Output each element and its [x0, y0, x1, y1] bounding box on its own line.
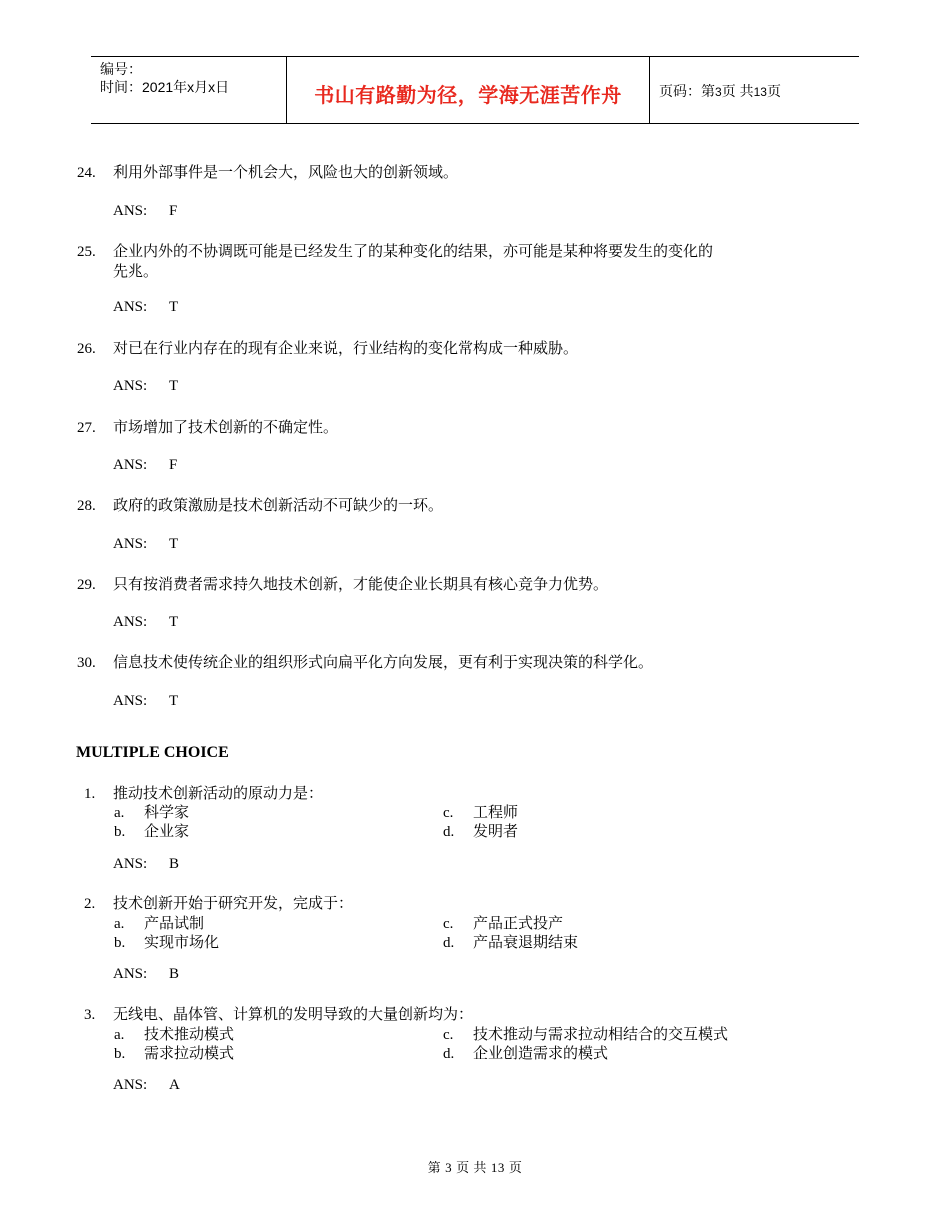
tf-answer-27 — [113, 457, 177, 474]
header-motto-cell — [287, 57, 650, 123]
option-letter: b. — [114, 1046, 126, 1062]
answer-label: ANS: — [113, 299, 148, 315]
answer-value: T — [169, 378, 179, 394]
mc-1-option-d — [443, 822, 518, 842]
mc-3-option-a — [114, 1025, 234, 1045]
answer-value: B — [169, 856, 180, 872]
mc-3-option-d — [443, 1044, 608, 1064]
question-text: 政府的政策激励是技术创新活动不可缺少的一环。 — [113, 498, 444, 514]
question-number: 28. — [77, 498, 96, 514]
answer-value: A — [169, 1077, 180, 1093]
mc-question-1 — [84, 784, 323, 804]
tf-question-25 — [77, 242, 714, 280]
answer-value: T — [169, 693, 179, 709]
footer-current-page: 3 — [445, 1160, 453, 1175]
option-text: 企业家 — [144, 824, 190, 840]
question-number: 27. — [77, 420, 96, 436]
document-time-label: 时间：2021年x月x日 — [100, 79, 230, 95]
question-number: 24. — [77, 165, 96, 181]
header-meta-cell — [91, 57, 287, 123]
mc-1-option-b — [114, 822, 189, 842]
option-letter: c. — [443, 805, 454, 821]
header-page-prefix: 页码：第 — [659, 83, 715, 99]
header-page-cell — [650, 57, 859, 123]
answer-value: T — [169, 299, 179, 315]
option-text: 企业创造需求的模式 — [473, 1046, 609, 1062]
option-text: 工程师 — [473, 805, 519, 821]
option-letter: c. — [443, 1027, 454, 1043]
question-number: 1. — [84, 786, 96, 802]
option-letter: a. — [114, 1027, 125, 1043]
answer-label: ANS: — [113, 614, 148, 630]
tf-answer-24 — [113, 203, 177, 220]
mc-3-option-c — [443, 1025, 728, 1045]
answer-value: B — [169, 966, 180, 982]
mc-2-option-b — [114, 933, 219, 953]
answer-value: F — [169, 457, 178, 473]
header-page-suffix: 页 — [766, 83, 781, 99]
option-letter: a. — [114, 916, 125, 932]
tf-question-24 — [77, 163, 459, 183]
option-text: 产品衰退期结束 — [473, 935, 579, 951]
option-letter: b. — [114, 824, 126, 840]
question-text: 企业内外的不协调既可能是已经发生了的某种变化的结果，亦可能是某种将要发生的变化的先兆。 — [113, 244, 714, 280]
mc-2-option-a — [114, 914, 204, 934]
option-letter: d. — [443, 1046, 455, 1062]
tf-question-29 — [77, 575, 609, 595]
question-text: 技术创新开始于研究开发，完成于： — [113, 896, 354, 912]
mc-question-3 — [84, 1005, 473, 1025]
footer-suffix: 页 — [508, 1160, 523, 1175]
header-page-info — [659, 81, 781, 101]
answer-label: ANS: — [113, 856, 148, 872]
question-text: 市场增加了技术创新的不确定性。 — [113, 420, 339, 436]
mc-answer-3 — [113, 1077, 180, 1094]
mc-1-option-a — [114, 803, 189, 823]
question-text: 只有按消费者需求持久地技术创新，才能使企业长期具有核心竞争力优势。 — [113, 577, 609, 593]
mc-1-option-c — [443, 803, 518, 823]
option-text: 需求拉动模式 — [144, 1046, 235, 1062]
question-text: 推动技术创新活动的原动力是： — [113, 786, 324, 802]
tf-question-27 — [77, 418, 339, 438]
header-page-total: 13 — [753, 85, 767, 99]
question-text: 信息技术使传统企业的组织形式向扁平化方向发展，更有利于实现决策的科学化。 — [113, 655, 654, 671]
tf-question-30 — [77, 653, 654, 673]
option-text: 技术推动模式 — [144, 1027, 235, 1043]
header-page-current: 3 — [715, 85, 722, 99]
document-number-label: 编号： — [100, 61, 142, 77]
question-text: 利用外部事件是一个机会大，风险也大的创新领域。 — [113, 165, 459, 181]
question-number: 30. — [77, 655, 96, 671]
page-footer — [0, 1157, 950, 1176]
question-number: 29. — [77, 577, 96, 593]
option-text: 科学家 — [144, 805, 190, 821]
question-text: 对已在行业内存在的现有企业来说，行业结构的变化常构成一种威胁。 — [113, 341, 579, 357]
option-letter: a. — [114, 805, 125, 821]
option-letter: d. — [443, 824, 455, 840]
option-letter: b. — [114, 935, 126, 951]
option-text: 产品试制 — [144, 916, 205, 932]
tf-answer-30 — [113, 693, 178, 710]
question-number: 3. — [84, 1007, 96, 1023]
tf-answer-25 — [113, 299, 178, 316]
option-text: 实现市场化 — [144, 935, 220, 951]
answer-value: T — [169, 614, 179, 630]
question-number: 2. — [84, 896, 96, 912]
answer-label: ANS: — [113, 966, 148, 982]
option-text: 产品正式投产 — [473, 916, 564, 932]
question-number: 26. — [77, 341, 96, 357]
tf-answer-29 — [113, 614, 178, 631]
answer-label: ANS: — [113, 203, 148, 219]
answer-value: T — [169, 536, 179, 552]
answer-value: F — [169, 203, 178, 219]
footer-total-pages: 13 — [490, 1160, 505, 1175]
option-letter: c. — [443, 916, 454, 932]
tf-question-26 — [77, 339, 579, 359]
option-text: 技术推动与需求拉动相结合的交互模式 — [473, 1027, 729, 1043]
mc-2-option-d — [443, 933, 578, 953]
tf-answer-26 — [113, 378, 178, 395]
question-text: 无线电、晶体管、计算机的发明导致的大量创新均为： — [113, 1007, 474, 1023]
answer-label: ANS: — [113, 536, 148, 552]
mc-answer-1 — [113, 856, 179, 873]
footer-mid: 页 共 — [456, 1160, 487, 1175]
tf-answer-28 — [113, 536, 178, 553]
mc-question-2 — [84, 894, 353, 914]
option-text: 发明者 — [473, 824, 519, 840]
answer-label: ANS: — [113, 693, 148, 709]
section-title-multiple-choice: MULTIPLE CHOICE — [76, 744, 229, 761]
answer-label: ANS: — [113, 1077, 148, 1093]
page-header — [91, 56, 859, 124]
tf-question-28 — [77, 496, 444, 516]
footer-prefix: 第 — [427, 1160, 442, 1175]
mc-3-option-b — [114, 1044, 234, 1064]
question-number: 25. — [77, 244, 96, 260]
header-page-mid: 页 共 — [721, 83, 754, 99]
header-motto: 书山有路勤为径，学海无涯苦作舟 — [314, 85, 622, 107]
mc-2-option-c — [443, 914, 563, 934]
mc-answer-2 — [113, 966, 179, 983]
answer-label: ANS: — [113, 457, 148, 473]
option-letter: d. — [443, 935, 455, 951]
answer-label: ANS: — [113, 378, 148, 394]
